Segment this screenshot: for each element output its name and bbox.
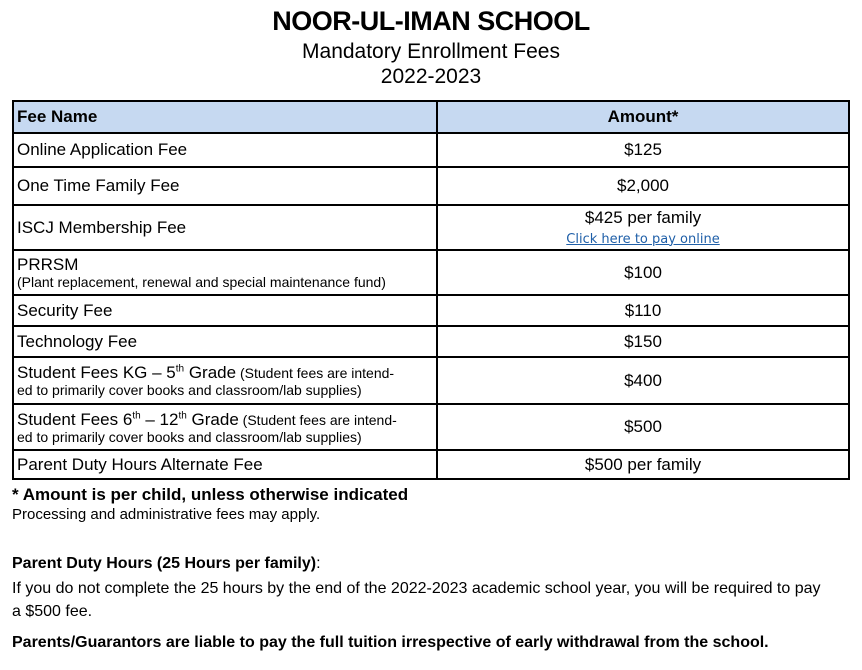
pay-online-link[interactable]: Click here to pay online (566, 231, 720, 247)
fee-amount: $150 (437, 326, 849, 357)
fee-name-cell (13, 404, 437, 450)
fee-name: Online Application Fee (13, 133, 437, 167)
fee-name-cell (13, 250, 437, 295)
table-row (13, 404, 849, 450)
duty-text: If you do not complete the 25 hours by the end of the 2022-2023 academic school year, you will be required to pay a $500 fee. (12, 580, 821, 620)
fee-name-suffix: Grade (184, 363, 237, 382)
fee-amount: $2,000 (437, 167, 849, 205)
superscript: th (132, 409, 141, 421)
duty-heading (12, 555, 321, 573)
fees-table (12, 100, 850, 480)
superscript: th (178, 409, 187, 421)
fee-name-cell (13, 357, 437, 404)
fee-name: ISCJ Membership Fee (13, 205, 437, 250)
fee-name: PRRSM (17, 255, 79, 274)
fee-name: Security Fee (13, 295, 437, 326)
fee-name-note: ed to primarily cover books and classroom/lab supplies) (17, 382, 362, 398)
table-row (13, 250, 849, 295)
fee-name-note: (Student fees are intend- (236, 365, 395, 381)
fee-amount-cell (437, 205, 849, 250)
table-row (13, 357, 849, 404)
fee-amount: $500 per family (437, 450, 849, 479)
asterisk-note: * Amount is per child, unless otherwise indicated (12, 485, 409, 504)
fee-name-note: ed to primarily cover books and classroom/lab supplies) (17, 428, 362, 445)
table-row (13, 133, 849, 167)
fee-amount: $500 (437, 404, 849, 450)
fee-name: Technology Fee (13, 326, 437, 357)
fee-name-note: (Plant replacement, renewal and special maintenance fund) (17, 274, 386, 290)
fee-name-mid: – 12 (140, 409, 179, 429)
processing-note: Processing and administrative fees may apply. (12, 506, 321, 523)
fee-amount: $400 (437, 357, 849, 404)
school-name: NOOR-UL-IMAN SCHOOL (272, 6, 590, 36)
fee-name: One Time Family Fee (13, 167, 437, 205)
duty-heading-colon: : (316, 555, 321, 572)
fee-name-note: (Student fees are intend- (238, 411, 397, 428)
fee-amount: $125 (437, 133, 849, 167)
fee-amount: $100 (437, 250, 849, 295)
fee-amount: $425 per family (584, 207, 702, 227)
fee-name: Student Fees 6 (17, 409, 133, 429)
table-row (13, 205, 849, 250)
table-row (13, 167, 849, 205)
liability-note: Parents/Guarantors are liable to pay the full tuition irrespective of early withdrawal from the school. (12, 634, 769, 651)
superscript: th (175, 363, 185, 375)
duty-heading-text: Parent Duty Hours (25 Hours per family) (12, 555, 317, 572)
table-row (13, 295, 849, 326)
column-header-amount: Amount* (437, 101, 849, 133)
school-year: 2022-2023 (380, 65, 482, 88)
fee-name: Student Fees KG – 5 (17, 363, 176, 382)
fee-amount: $110 (437, 295, 849, 326)
page-subtitle: Mandatory Enrollment Fees (302, 40, 560, 63)
table-row (13, 326, 849, 357)
column-header-fee-name: Fee Name (13, 101, 437, 133)
table-header-row (13, 101, 849, 133)
table-row (13, 450, 849, 479)
fee-name: Parent Duty Hours Alternate Fee (13, 450, 437, 479)
fee-name-suffix: Grade (186, 409, 239, 429)
